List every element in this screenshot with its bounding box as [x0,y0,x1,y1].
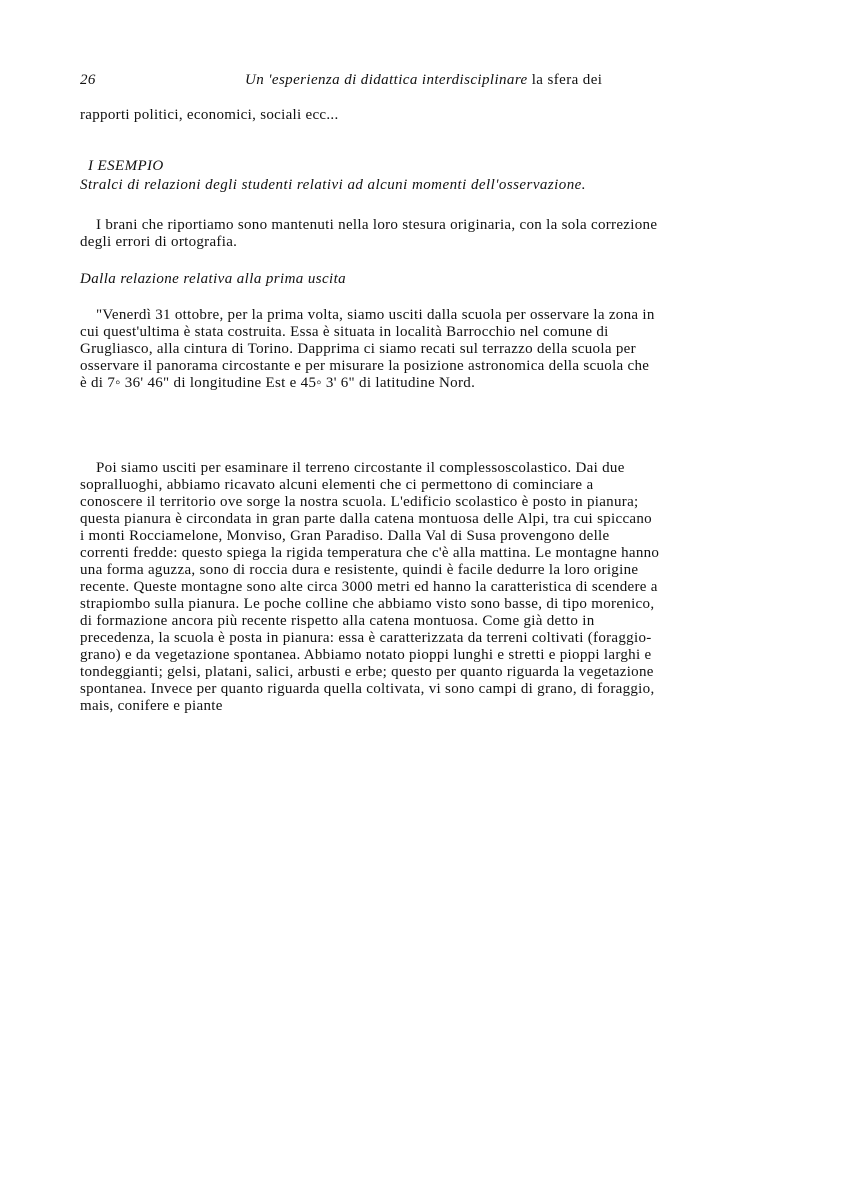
section-heading: Dalla relazione relativa alla prima uscita [80,271,347,287]
intro-paragraph: I brani che riportiamo sono mantenuti nella loro stesura originaria, con la sola correzione degli errori di ortografia. [80,217,658,250]
running-title-rest: la sfera dei [527,72,603,88]
running-title-italic: Un 'esperienza di didattica interdisciplinare [245,72,528,88]
running-title [245,72,602,89]
continuation-text: rapporti politici, economici, sociali ecc... [80,107,339,123]
paragraph-first-outing: "Venerdì 31 ottobre, per la prima volta, siamo usciti dalla scuola per osservare la zona in cui quest'ultima è stata costruita. Essa è situata in località Barrocchio nel comune di Grugliasco, alla cintura di Torino. Dapprima ci siamo recati sul terrazzo della scuola per osservare il panorama circostante e per misurare la posizione astronomica della scuola che è di 7◦ 36' 46" di longitudine Est e 45◦ 3' 6" di latitudine Nord. [80,307,655,391]
example-subtitle: Stralci di relazioni degli studenti relativi ad alcuni momenti dell'osservazione. [80,177,586,193]
page-number: 26 [80,72,96,88]
page-header [80,72,660,94]
example-label: I ESEMPIO [88,158,164,174]
paragraph-terrain: Poi siamo usciti per esaminare il terreno circostante il complessoscolastico. Dai due sopralluoghi, abbiamo ricavato alcuni elementi che ci permettono di cominciare a conoscere il territorio ove sorge la nostra scuola. L'edificio scolastico è posto in pianura; questa pianura è circondata in gran parte dalla catena montuosa delle Alpi, tra cui spiccano i monti Rocciamelone, Monviso, Gran Paradiso. Dalla Val di Susa provengono delle correnti fredde: questo spiega la rigida temperatura che c'è alla mattina. Le montagne hanno una forma aguzza, sono di roccia dura e resistente, quindi è facile dedurre la loro origine recente. Queste montagne sono alte circa 3000 metri ed hanno la caratteristica di scendere a strapiombo sulla pianura. Le poche colline che abbiamo visto sono basse, di tipo morenico, di formazione ancora più recente rispetto alla catena montuosa. Come già detto in precedenza, la scuola è posta in pianura: essa è caratterizzata da terreni coltivati (foraggio-grano) e da vegetazione spontanea. Abbiamo notato pioppi lunghi e stretti e pioppi larghi e tondeggianti; gelsi, platani, salici, arbusti e erbe; questo per quanto riguarda la vegetazione spontanea. Invece per quanto riguarda quella coltivata, vi sono campi di grano, di foraggio, mais, conifere e piante [80,460,660,714]
